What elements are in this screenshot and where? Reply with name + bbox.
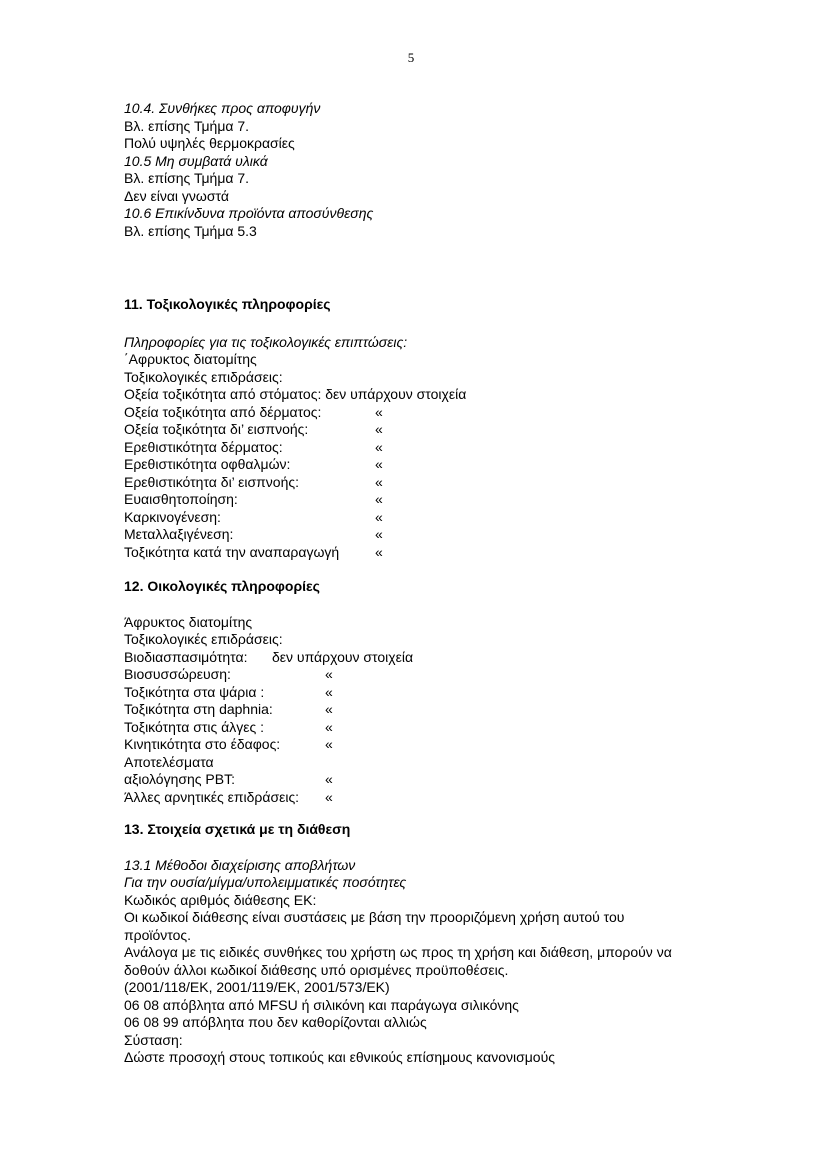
row-value: « [325,666,333,682]
pbt-label-line1: Αποτελέσματα [124,753,214,770]
substance-name: ΄Αφρυκτος διατομίτης [124,351,257,367]
list-item [124,509,724,527]
row-value: « [325,718,333,735]
waste-code-1: 06 08 απόβλητα από MFSU ή σιλικόνη και παράγωγα σιλικόνης [124,996,519,1013]
text-line: Βλ. επίσης Τμήμα 7. [124,117,250,134]
row-value: « [375,508,383,525]
paragraph-3: (2001/118/ΕΚ, 2001/119/ΕΚ, 2001/573/ΕΚ) [124,979,390,995]
row-label: Βιοσυσσώρευση: [124,666,231,682]
row-label: Κινητικότητα στο έδαφος: [124,736,281,752]
subsection-subtitle: Για την ουσία/μίγμα/υπολειμματικές ποσότητες [124,874,407,890]
row-label: Μεταλλαξιγένεση: [124,526,234,542]
row-label: Οξεία τοξικότητα δι’ εισπνοής: [124,421,309,437]
page-number: 5 [407,50,415,65]
row-value: « [375,543,383,560]
pbt-row [124,771,724,789]
text-line: Δεν είναι γνωστά [124,187,229,204]
row-label: Ερεθιστικότητα δι’ εισπνοής: [124,473,300,490]
section-heading-13: 13. Στοιχεία σχετικά με τη διάθεση [124,821,351,837]
list-item [124,544,724,562]
other-effects-row [124,789,724,807]
row-value: « [325,736,333,752]
list-item [124,526,724,544]
row-label: Ευαισθητοποίηση: [124,491,238,507]
biodegradability-row [124,649,724,667]
recommendation-label: Σύσταση: [124,1031,183,1048]
list-item [124,684,724,702]
row-label: Οξεία τοξικότητα από δέρματος: [124,403,322,420]
row-value: « [325,771,333,787]
subsection-title-10-4: 10.4. Συνθήκες προς αποφυγήν [124,100,321,116]
list-item [124,701,724,719]
document-body [124,100,724,1067]
list-item [124,404,724,422]
subsection-title-10-5: 10.5 Μη συμβατά υλικά [124,152,268,169]
row-label: Τοξικότητα στη daphnia: [124,701,273,717]
list-item [124,439,724,457]
substance-name: Άφρυκτος διατομίτης [124,613,253,630]
row-label: αξιολόγησης PBT: [124,771,235,787]
row-label: Τοξικότητα στις άλγες : [124,718,265,735]
subsection-title-13-1: 13.1 Μέθοδοι διαχείρισης αποβλήτων [124,856,356,873]
paragraph-1: Οι κωδικοί διάθεσης είναι συστάσεις με βάση την προοριζόμενη χρήση αυτού του προϊόντος. [124,909,625,943]
toxicology-list [124,404,724,562]
code-label: Κωδικός αριθμός διάθεσης ΕΚ: [124,891,317,908]
row-label: Τοξικότητα κατά την αναπαραγωγή [124,543,340,560]
list-item [124,474,724,492]
subsection-title-10-6: 10.6 Επικίνδυνα προϊόντα αποσύνθεσης [124,205,374,221]
row-value: « [375,438,383,455]
row-label: Άλλες αρνητικές επιδράσεις: [124,788,300,805]
row-value: « [375,403,383,420]
row-value: « [325,788,333,805]
intro-line: Πληροφορίες για τις τοξικολογικές επιπτώσεις: [124,333,408,350]
ecology-list [124,666,724,754]
text-line: Βλ. επίσης Τμήμα 5.3 [124,222,257,239]
effects-label: Τοξικολογικές επιδράσεις: [124,631,283,647]
row-label: Ερεθιστικότητα δέρματος: [124,438,283,455]
list-item [124,456,724,474]
row-value: « [325,683,333,700]
section-heading-12: 12. Οικολογικές πληροφορίες [124,578,320,594]
row-value: « [375,491,383,507]
row-value: δεν υπάρχουν στοιχεία [272,648,414,665]
row-value: « [375,456,383,472]
section-heading-11: 11. Τοξικολογικές πληροφορίες [124,296,331,312]
row-value: « [375,473,383,490]
text-line: Πολύ υψηλές θερμοκρασίες [124,135,295,151]
row-value: « [375,421,383,437]
recommendation-text: Δώστε προσοχή στους τοπικούς και εθνικούς επίσημους κανονισμούς [124,1049,555,1065]
row-label: Ερεθιστικότητα οφθαλμών: [124,456,291,472]
paragraph-2: Ανάλογα με τις ειδικές συνθήκες του χρήστη ως προς τη χρήση και διάθεση, μπορούν να δοθούν άλλοι κωδικοί διάθεσης υπό ορισμένες προϋποθέσεις. [124,944,672,978]
text-line: Βλ. επίσης Τμήμα 7. [124,170,250,186]
waste-code-2: 06 08 99 απόβλητα που δεν καθορίζονται αλλιώς [124,1014,427,1030]
row-label: Καρκινογένεση: [124,508,221,525]
effects-label: Τοξικολογικές επιδράσεις: [124,368,283,385]
row-label: Τοξικότητα στα ψάρια : [124,683,265,700]
oral-toxicity-line: Οξεία τοξικότητα από στόματος: δεν υπάρχουν στοιχεία [124,386,467,402]
row-value: « [375,526,383,542]
row-value: « [325,701,333,717]
list-item [124,421,724,439]
list-item [124,719,724,737]
list-item [124,736,724,754]
row-label: Βιοδιασπασιμότητα: [124,648,248,665]
list-item [124,491,724,509]
list-item [124,666,724,684]
